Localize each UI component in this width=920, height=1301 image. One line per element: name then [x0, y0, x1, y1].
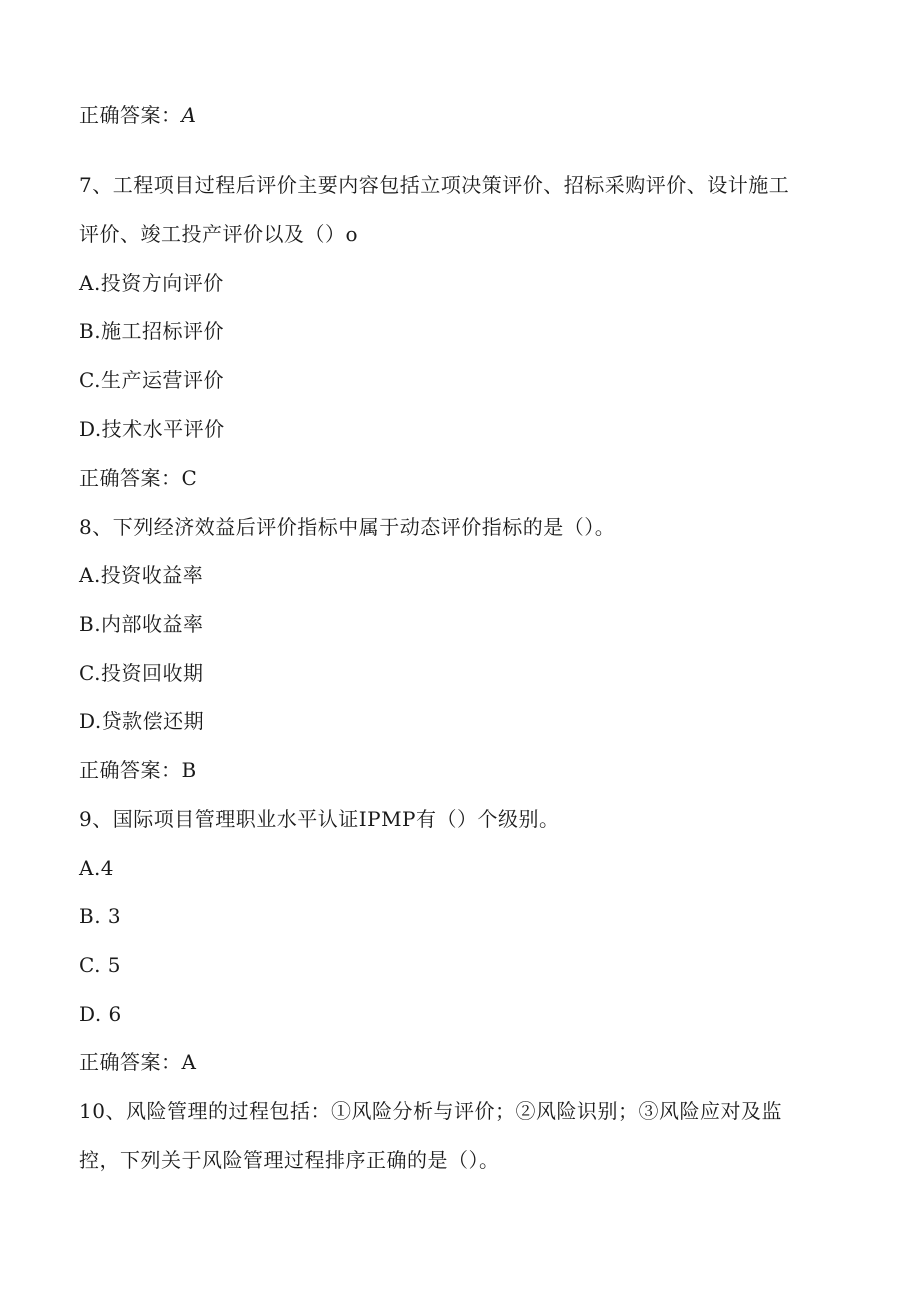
previous-answer	[79, 101, 196, 129]
question-8-line-1: 8、下列经济效益后评价指标中属于动态评价指标的是（）。	[79, 515, 616, 539]
question-7-option-b: B.施工招标评价	[79, 319, 225, 343]
question-10-line-1: 10、风险管理的过程包括：①风险分析与评价；②风险识别；③风险应对及监	[79, 1099, 782, 1123]
answer-label: 正确答案：	[79, 103, 182, 127]
question-8-option-c: C.投资回收期	[79, 661, 204, 685]
question-8-option-a: A.投资收益率	[79, 563, 204, 587]
question-8-answer: 正确答案：B	[79, 758, 197, 782]
question-9-option-c: C. 5	[79, 953, 122, 977]
question-7-option-d: D.技术水平评价	[79, 417, 225, 441]
question-7-option-a: A.投资方向评价	[79, 271, 224, 295]
question-7-line-1: 7、工程项目过程后评价主要内容包括立项决策评价、招标采购评价、设计施工	[79, 173, 790, 197]
question-7-answer: 正确答案：C	[79, 466, 198, 490]
question-7-option-c: C.生产运营评价	[79, 368, 224, 392]
question-8-option-b: B.内部收益率	[79, 612, 204, 636]
question-7-line-2: 评价、竣工投产评价以及（）o	[79, 222, 359, 246]
question-9-option-d: D. 6	[79, 1002, 122, 1026]
question-10-line-2: 控，下列关于风险管理过程排序正确的是（）。	[79, 1148, 500, 1172]
question-9-option-a: A.4	[79, 856, 115, 880]
answer-value: A	[181, 103, 197, 127]
question-9-line-1: 9、国际项目管理职业水平认证IPMP有（）个级别。	[79, 807, 560, 831]
question-8-option-d: D.贷款偿还期	[79, 709, 205, 733]
question-9-answer: 正确答案：A	[79, 1050, 197, 1074]
question-9-option-b: B. 3	[79, 904, 122, 928]
